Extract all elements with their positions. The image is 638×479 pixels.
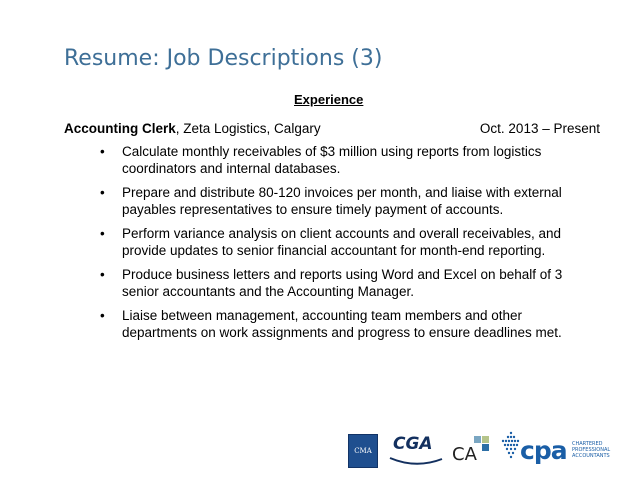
job-employer: , Zeta Logistics, Calgary xyxy=(175,121,321,136)
cpa-logo: cpa xyxy=(520,436,567,465)
cga-swoosh-icon xyxy=(388,455,444,467)
duty-item xyxy=(100,143,600,177)
duty-text: Prepare and distribute 80-120 invoices per month, and liaise with external payables representatives to ensure timely payment of accounts. xyxy=(122,185,562,217)
duty-item xyxy=(100,307,600,341)
bullet: • xyxy=(100,226,105,241)
bullet: • xyxy=(100,185,105,200)
job-header xyxy=(64,121,600,136)
job-title: Accounting Clerk xyxy=(64,121,176,136)
duty-text: Perform variance analysis on client accounts and overall receivables, and provide updates to senior financial accountant for month-end reporting. xyxy=(122,226,561,258)
ca-logo: CA xyxy=(452,444,477,465)
duty-item xyxy=(100,266,600,300)
accounting-logos xyxy=(348,430,618,470)
duty-text: Calculate monthly receivables of $3 million using reports from logistics coordinators and internal databases. xyxy=(122,144,542,176)
cga-logo: CGA xyxy=(393,434,433,454)
bullet: • xyxy=(100,267,105,282)
slide-title: Resume: Job Descriptions (3) xyxy=(64,46,383,71)
section-heading-experience: Experience xyxy=(294,92,364,107)
duty-list xyxy=(100,143,600,348)
duty-item xyxy=(100,225,600,259)
bullet: • xyxy=(100,144,105,159)
duty-text: Liaise between management, accounting team members and other departments on work assignments and progress to ensure deadlines met. xyxy=(122,308,562,340)
bullet: • xyxy=(100,308,105,323)
job-dates: Oct. 2013 – Present xyxy=(479,121,600,136)
duty-text: Produce business letters and reports using Word and Excel on behalf of 3 senior accountants and the Accounting Manager. xyxy=(122,267,563,299)
cma-logo: CMA xyxy=(348,434,378,468)
maple-leaf-dots-icon xyxy=(500,430,522,470)
duty-item xyxy=(100,184,600,218)
ca-squares-icon xyxy=(474,436,490,452)
cpa-tagline: CHARTERED PROFESSIONAL ACCOUNTANTS xyxy=(572,441,611,459)
